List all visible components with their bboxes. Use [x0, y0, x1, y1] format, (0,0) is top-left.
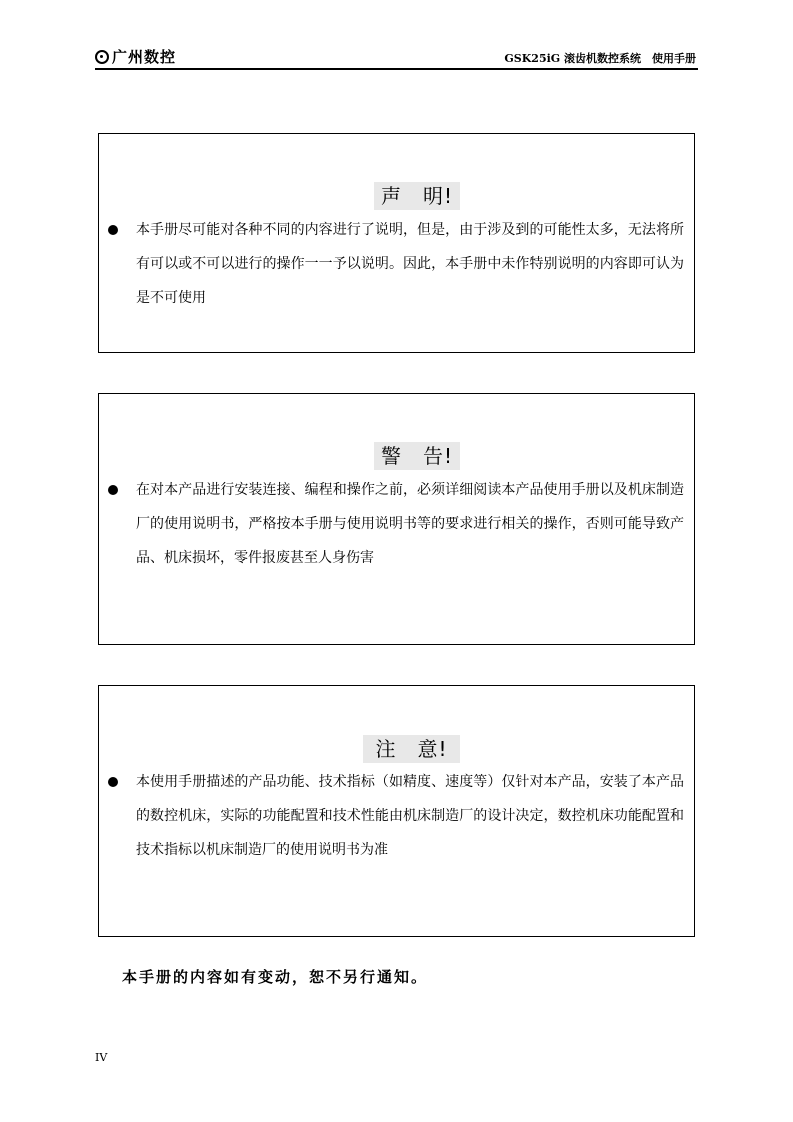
caution-title: 注 意! — [363, 735, 460, 763]
bullet-icon — [108, 485, 118, 495]
caution-text: 本使用手册描述的产品功能、技术指标（如精度、速度等）仅针对本产品，安装了本产品的数控机床，实际的功能配置和技术性能由机床制造厂的设计决定，数控机床功能配置和技术指标以机床制造厂的使用说明书为准 — [136, 774, 684, 858]
company-logo — [95, 46, 176, 67]
warning-title: 警 告! — [374, 442, 460, 470]
bullet-icon — [108, 777, 118, 787]
declaration-box — [98, 133, 695, 353]
change-notice: 本手册的内容如有变动，恕不另行通知。 — [122, 968, 429, 986]
page-header — [95, 44, 698, 70]
logo-text: 广州数控 — [112, 48, 177, 66]
caution-box — [98, 685, 695, 937]
gsk-logo-icon — [95, 50, 109, 64]
bullet-icon — [108, 225, 118, 235]
page-number: IV — [95, 1051, 108, 1064]
declaration-title: 声 明! — [374, 182, 460, 210]
document-title: GSK25iG 滚齿机数控系统 使用手册 — [504, 52, 696, 65]
warning-box — [98, 393, 695, 645]
declaration-text: 本手册尽可能对各种不同的内容进行了说明，但是，由于涉及到的可能性太多，无法将所有可以或不可以进行的操作一一予以说明。因此，本手册中未作特别说明的内容即可认为是不可使用 — [136, 222, 684, 306]
warning-text: 在对本产品进行安装连接、编程和操作之前，必须详细阅读本产品使用手册以及机床制造厂的使用说明书，严格按本手册与使用说明书等的要求进行相关的操作，否则可能导致产品、机床损坏，零件报废甚至人身伤害 — [136, 482, 684, 566]
